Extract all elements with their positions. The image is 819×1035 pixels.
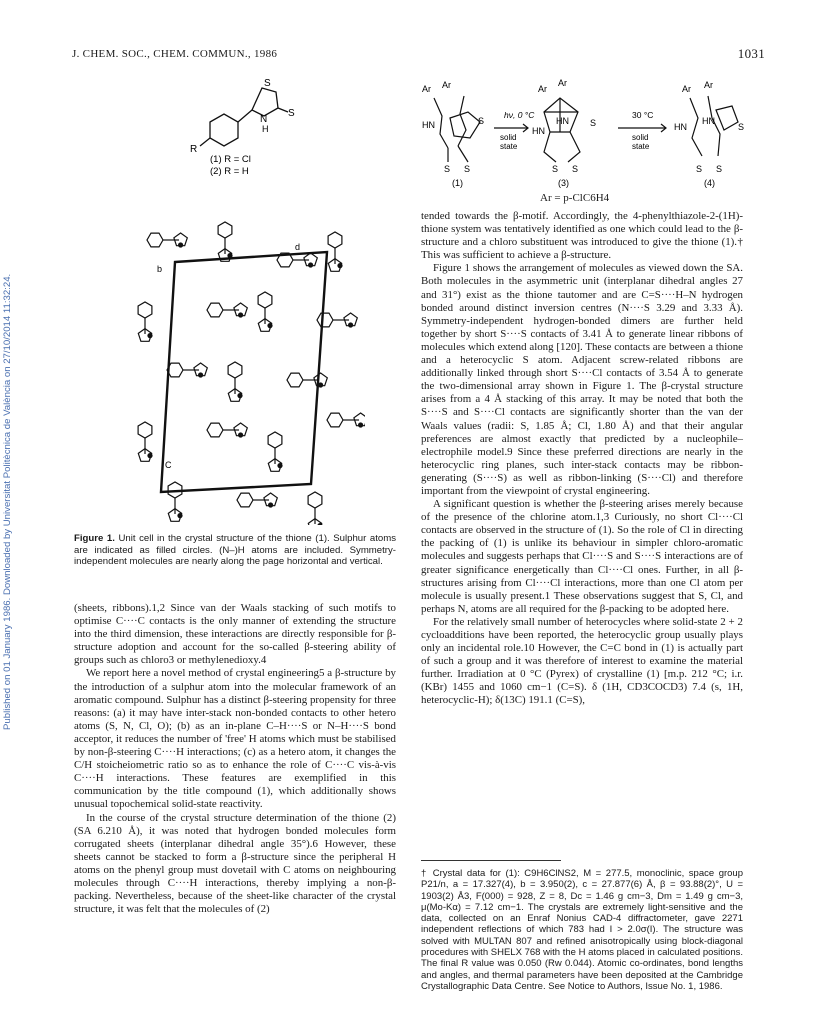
phenyl-ring (218, 222, 232, 238)
arrow1-solid: solid (500, 133, 517, 142)
sulphur-atom (308, 262, 313, 267)
paragraph: In the course of the crystal structure determination of the thione (2) (SA 6.210 Å), it was noted that hydrogen bonded molecules form corrugated sheets (interplanar dihedral angle 35°).6 However, these sheets cannot be stacked to form a β-structure since the peripheral H atoms on the phenyl group must dovetail with C atoms on neighbouring molecules through C····H interactions, thereby implying a non-β-packing. Nevertheless, because of the sheet-like character of the crystal structure, it was felt that the molecules of (2) (74, 811, 396, 916)
sulphur-atom (198, 372, 203, 377)
caption-text: Unit cell in the crystal structure of the thione (1). Sulphur atoms are indicated as filled circles. (N–)H atoms are included. Symmetry-independent molecules are nearly along the page horizontal and vertical. (74, 533, 396, 568)
ar-label: Ar (422, 84, 431, 94)
phenyl-ring (317, 313, 333, 327)
ar-label: Ar (558, 78, 567, 88)
phenyl-ring (268, 432, 282, 448)
ar-definition: Ar = p-ClC6H4 (540, 192, 610, 204)
atom-s-label: S (288, 108, 295, 119)
s-label: S (478, 116, 485, 126)
sulphur-atom (268, 502, 273, 507)
sulphur-atom (358, 422, 363, 427)
s-label: S (738, 122, 745, 132)
sulphur-atom (267, 323, 272, 328)
atom-h-label: H (262, 124, 269, 134)
sulphur-atom (337, 263, 342, 268)
crystal-data-footnote: † Crystal data for (1): C9H6ClNS2, M = 277.5, monoclinic, space group P21/n, a = 17.327(4), b = 3.950(2), c = 27.877(6) Å, β = 93.88(2)°, U = 1903(2) Å3, F(000) = 928, Z = 8, Dc = 1.46 g cm−3, Dm = 1.49 g cm−3, μ(Mo-Kα) = 7.12 cm−1. The crystals are extremely light-sensitive and the data, collected on an Enraf Nonius CAD-4 diffractometer, gave 2271 independent reflections of which 783 had I > 2.0σ(I). The structure was solved with MULTAN 807 and refined anisotropically using block-diagonal procedures with SHELX 768 with the H atoms placed in calculated positions. The final R value was 0.050 (Rw 0.044). Atomic co-ordinates, bond lengths and angles, and thermal parameters have been deposited at the Cambridge Crystallographic Data Centre. See Notice to Authors, Issue No. 1, 1986. (421, 868, 743, 992)
paragraph: For the relatively small number of heterocycles where solid-state 2 + 2 cycloadditions have been reported, the heterocyclic group usually plays only an incidental role.10 However, the C=C bond in (1) is actually part of such a group and it was therefore of interest to examine the material further. Irradiation at 0 °C (Pyrex) of crystalline (1) [m.p. 212 °C; i.r.(KBr) 1455 and 1060 cm−1 (C=S). δ (1H, CD3COCD3) 7.4 (s, 1H, heterocyclic-H); δ(13C) 191.1 (C=S), (421, 615, 743, 707)
atom-r-label: R (190, 144, 198, 155)
phenyl-ring (287, 373, 303, 387)
ar-label: Ar (704, 80, 713, 90)
paragraph: Figure 1 shows the arrangement of molecules as viewed down the SA. Both molecules in the asymmetric unit (interplanar dihedral angles 27 and 31°) exist as the thione tautomer and are C=S····H–N hydrogen bonded around distinct inversion centres (N····S 3.29 and 3.33 Å). Symmetry-independent hydrogen-bonded dimers are further held together by short S····S contacts of 3.41 Å to generate linear ribbons of molecules which extend along [120]. These contacts are between a thione and a heterocyclic S atom. Adjacent screw-related ribbons are additionally linked through short S····Cl contacts of 3.54 Å to generate the two-dimensional array shown in Figure 1. The β-crystal structure arises from a 4 Å stacking of this array. It may be noted that both the S····S and S····Cl contacts are significantly shorter than the van der Waals values (radii: S, 1.85 Å; Cl, 1.80 Å) and that their angular preferences are almost exactly that predicted by a nucleophile–electrophile model.9 Since these preferred directions are nearly in the heterocyclic ring planes, such inter-stack contacts may be ribbon-generating (S····S) as well as ribbon-linking (S····Cl) and therefore important from the viewpoint of crystal engineering. (421, 262, 743, 497)
paragraph: (sheets, ribbons).1,2 Since van der Waals stacking of such motifs to optimise C····C contacts is the only manner of extending the structure into the third dimension, these interactions are directly responsible for β-structure adoption and account for the so-called β-steering ability of groups such as chloro3 or methylenedioxy.4 (74, 602, 396, 667)
page-number: 1031 (737, 46, 765, 61)
sulphur-atom (147, 453, 152, 458)
left-column (74, 602, 396, 916)
figure-caption (74, 533, 396, 568)
arrow1-state: state (500, 142, 518, 151)
footnote-rule (421, 860, 561, 861)
s-label: S (444, 164, 451, 174)
hn-label: HN (674, 122, 687, 132)
sulphur-atom (238, 432, 243, 437)
s-label: S (696, 164, 703, 174)
running-header: J. CHEM. SOC., CHEM. COMMUN., 1986 (72, 48, 278, 60)
hn-label: HN (702, 116, 715, 126)
compound-4-tag: (4) (704, 178, 715, 188)
sulphur-atom (237, 393, 242, 398)
phenyl-ring (147, 233, 163, 247)
phenyl-ring (207, 423, 223, 437)
arrow1-condition: hν, 0 °C (504, 110, 535, 120)
sulphur-atom (178, 242, 183, 247)
caption-label: Figure 1. (74, 533, 115, 544)
compound-1-tag: (1) (452, 178, 463, 188)
sulphur-atom (238, 312, 243, 317)
arrow2-state: state (632, 142, 650, 151)
phenyl-ring (258, 292, 272, 308)
compound-2-label: (2) R = H (210, 166, 249, 177)
unit-cell-outline (161, 252, 327, 492)
sulphur-atom (227, 253, 232, 258)
phenyl-ring (138, 302, 152, 318)
arrow2-condition: 30 °C (632, 110, 654, 120)
ar-label: Ar (682, 84, 691, 94)
paragraph: We report here a novel method of crystal engineering5 a β-structure by the introduction of a sulphur atom into the molecular framework of an aromatic compound. Sulphur has a distinct β-steering propensity for three reasons: (a) it may have inter-stack non-bonded contacts to other hetero atoms (S, N, Cl, O); (b) as an in-plane C–H····S or N–H····S bond acceptor, it reduces the number of 'free' H atoms which must be stabilised by non-β-steering C····H interactions; (c) as a hetero atom, it changes the C/H stoicheiometric ratio so as to enhance the role of C····C vis-à-vis C····H interactions. These features are exemplified in this communication by the title compound (1), which additionally shows unusual topochemical solid-state reactivity. (74, 667, 396, 811)
thione-structure (180, 70, 310, 180)
reaction-scheme (420, 78, 750, 188)
sulphur-atom (277, 463, 282, 468)
thiazole-ring (252, 88, 278, 116)
unit-cell-figure (115, 200, 365, 525)
compound-1-label: (1) R = Cl (210, 154, 251, 165)
sulphur-atom (348, 322, 353, 327)
paragraph: A significant question is whether the β-steering arises merely because of the presence of the chlorine atom.1,3 Curiously, no short Cl····Cl contacts are observed in the structure of (1). So the role of Cl in directing the packing of (1) is unlike its behaviour in simpler chloro-aromatic molecules and suggests perhaps that Cl····S and S····S interactions are of greater significance energetically than Cl····Cl ones. Further, in all β-structures arising from Cl····Cl interactions, more than one Cl atom per molecule is usually present.1 These observations suggest that S, Cl, and perhaps N, atoms are all required for the β-packing to be adopted here. (421, 498, 743, 615)
download-watermark: Published on 01 January 1986. Downloaded by Universitat Politècnica de València on 27/10/2014 11:32:24. (2, 273, 13, 730)
origin-label: b (157, 264, 163, 274)
axis-a-label: d (295, 242, 301, 252)
s-label: S (572, 164, 579, 174)
phenyl-ring (328, 232, 342, 248)
phenyl-ring (228, 362, 242, 378)
s-label: S (464, 164, 471, 174)
paragraph: tended towards the β-motif. Accordingly, the 4-phenylthiazole-2-(1H)-thione system was tentatively identified as one which could lead to the β-structure and a chloro substituent was introduced to give the thione (1).† This was sufficient to achieve a β-structure. (421, 210, 743, 262)
s-label: S (552, 164, 559, 174)
axis-c-label: C (165, 460, 172, 470)
hn-label: HN (556, 116, 569, 126)
phenyl-ring (210, 114, 238, 146)
sulphur-atom (177, 513, 182, 518)
hn-label: HN (422, 120, 435, 130)
s-label: S (716, 164, 723, 174)
sulphur-atoms (147, 242, 363, 525)
sulphur-atom (147, 333, 152, 338)
ar-label: Ar (442, 80, 451, 90)
sulphur-atom (318, 382, 323, 387)
right-column (421, 210, 743, 708)
phenyl-ring (237, 493, 253, 507)
phenyl-ring (308, 492, 322, 508)
hn-label: HN (532, 126, 545, 136)
atom-s-label: S (264, 78, 271, 89)
phenyl-ring (207, 303, 223, 317)
arrow2-solid: solid (632, 133, 649, 142)
molecule-group (138, 222, 365, 525)
s-label: S (590, 118, 597, 128)
compound-3-tag: (3) (558, 178, 569, 188)
phenyl-ring (138, 422, 152, 438)
atom-n-label: N (260, 114, 268, 125)
ar-label: Ar (538, 84, 547, 94)
phenyl-ring (327, 413, 343, 427)
